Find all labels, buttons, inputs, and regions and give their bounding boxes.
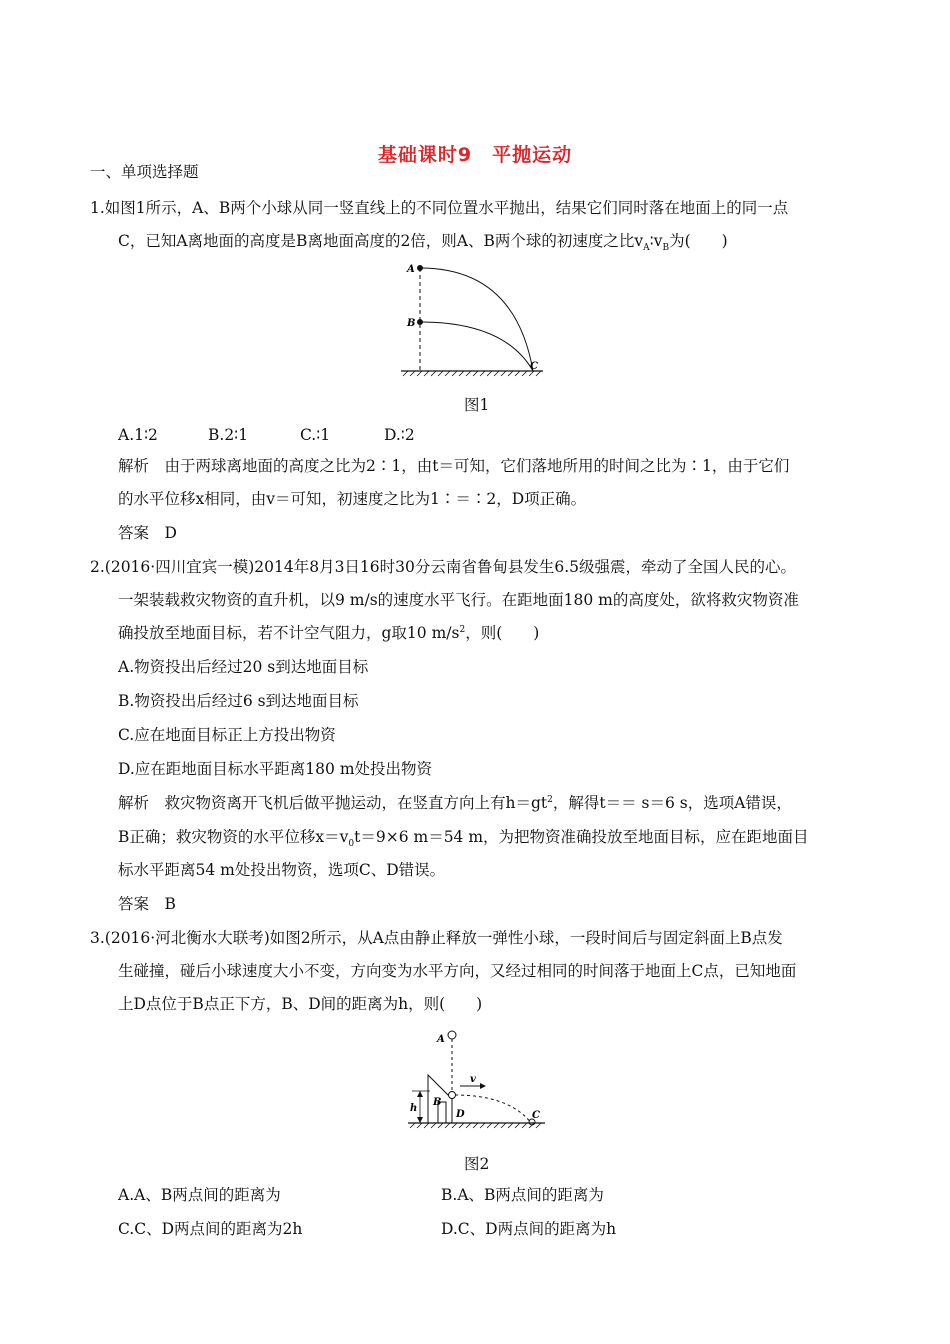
q2-option-b: B.物资投出后经过6 s到达地面目标 bbox=[118, 692, 359, 710]
ball-a bbox=[417, 265, 423, 271]
q3-stem-line-2: 生碰撞，碰后小球速度大小不变，方向变为水平方向，又经过相同的时间落于地面上C点，已知地面 bbox=[118, 962, 797, 980]
q2-stem-line-2: 一架装载救灾物资的直升机，以9 m/s的速度水平飞行。在距地面180 m的高度处，欲将救灾物资准 bbox=[118, 591, 799, 609]
q3-option-d: D.C、D两点间的距离为h bbox=[441, 1220, 617, 1238]
q1-stem-line-1: 1.如图1所示，A、B两个小球从同一竖直线上的不同位置水平抛出，结果它们同时落在地面上的同一点 bbox=[90, 199, 789, 217]
q2-option-c: C.应在地面目标正上方投出物资 bbox=[118, 726, 336, 744]
fig2-label-a: A bbox=[437, 1034, 445, 1045]
q3-stem-line-3: 上D点位于B点正下方，B、D间的距离为h，则( ) bbox=[118, 995, 483, 1013]
trajectory-b bbox=[420, 322, 533, 371]
q2-stem-end: ，则( ) bbox=[465, 624, 540, 642]
figure-1-caption: 图1 bbox=[464, 396, 490, 414]
figure-2-caption: 图2 bbox=[464, 1155, 490, 1173]
q1-analysis-line-1: 解析 由于两球离地面的高度之比为2∶1，由t＝可知，它们落地所用的时间之比为∶1，由于它们 bbox=[118, 457, 790, 475]
q2-analysis-line-2 bbox=[118, 827, 809, 850]
section-heading: 一、单项选择题 bbox=[90, 163, 199, 181]
q1-option-d: D.∶2 bbox=[384, 426, 415, 444]
fig2-label-b: B bbox=[433, 1097, 442, 1108]
figure-2-diagram bbox=[400, 1028, 550, 1138]
q2-analysis-text: 解析 救灾物资离开飞机后做平抛运动，在竖直方向上有h＝gt bbox=[118, 794, 548, 812]
figure-1-diagram bbox=[395, 258, 555, 383]
fig2-label-v: v bbox=[470, 1074, 476, 1085]
q2-superscript: 2 bbox=[459, 624, 466, 635]
q1-subscript-a: A bbox=[643, 243, 650, 254]
q2-analysis-line-1 bbox=[118, 793, 792, 813]
q2-analysis-subscript: 0 bbox=[348, 839, 355, 850]
q2-analysis-text-2-end: t＝9×6 m＝54 m，为把物资准确投放至地面目标，应在距地面目 bbox=[354, 828, 809, 846]
page-title: 基础课时9 平抛运动 bbox=[377, 144, 573, 166]
q3-option-b: B.A、B两点间的距离为 bbox=[441, 1186, 604, 1204]
projectile-path bbox=[455, 1095, 532, 1124]
label-b: B bbox=[407, 318, 416, 329]
q2-stem-line-3 bbox=[118, 623, 539, 643]
height-arrow-up bbox=[417, 1091, 423, 1097]
q3-option-a: A.A、B两点间的距离为 bbox=[118, 1186, 281, 1204]
ground-hatching-2 bbox=[410, 1123, 541, 1128]
q2-answer: 答案 B bbox=[118, 895, 176, 913]
q2-analysis-superscript: 2 bbox=[547, 794, 553, 805]
q1-option-b: B.2∶1 bbox=[208, 426, 249, 444]
q1-stem-end: 为( ) bbox=[669, 232, 728, 250]
q2-analysis-text-end: ，解得t＝＝ s＝6 s，选项A错误， bbox=[552, 794, 792, 812]
q2-option-d: D.应在距地面目标水平距离180 m处投出物资 bbox=[118, 760, 433, 778]
q1-stem-text: C，已知A离地面的高度是B离地面高度的2倍，则A、B两个球的初速度之比v bbox=[118, 232, 644, 250]
q1-analysis-line-2: 的水平位移x相同，由v＝可知，初速度之比为1∶＝∶2，D项正确。 bbox=[118, 490, 587, 508]
q3-stem-line-1: 3.(2016·河北衡水大联考)如图2所示，从A点由静止释放一弹性小球，一段时间后与固定斜面上B点发 bbox=[90, 929, 783, 947]
ground-hatching bbox=[403, 371, 541, 376]
q2-analysis-text-2: B正确；救灾物资的水平位移x＝v bbox=[118, 828, 349, 846]
q1-subscript-b: B bbox=[662, 243, 670, 254]
height-arrow-down bbox=[417, 1117, 423, 1123]
q1-stem-ratio: ∶v bbox=[649, 232, 663, 250]
label-a: A bbox=[407, 264, 415, 275]
q1-option-a: A.1∶2 bbox=[118, 426, 158, 444]
q2-stem-line-1: 2.(2016·四川宜宾一模)2014年8月3日16时30分云南省鲁甸县发生6.5级强震，牵动了全国人民的心。 bbox=[90, 558, 797, 576]
ball-b bbox=[417, 319, 423, 325]
q1-stem-line-2 bbox=[118, 231, 728, 254]
ball-at-a bbox=[448, 1031, 456, 1039]
q1-answer: 答案 D bbox=[118, 524, 177, 542]
label-c: C bbox=[530, 361, 538, 372]
fig2-label-h: h bbox=[410, 1103, 418, 1114]
trajectory-a bbox=[420, 268, 533, 371]
q1-option-c: C.∶1 bbox=[300, 426, 331, 444]
q2-stem-text: 确投放至地面目标，若不计空气阻力，g取10 m/s bbox=[118, 624, 460, 642]
q3-option-c: C.C、D两点间的距离为2h bbox=[118, 1220, 303, 1238]
ball-at-b bbox=[449, 1092, 456, 1099]
velocity-arrowhead bbox=[480, 1083, 486, 1089]
q2-analysis-line-3: 标水平距离54 m处投出物资，选项C、D错误。 bbox=[118, 861, 446, 879]
q2-option-a: A.物资投出后经过20 s到达地面目标 bbox=[118, 658, 369, 676]
fig2-label-d: D bbox=[456, 1109, 465, 1120]
fig2-label-c: C bbox=[532, 1110, 540, 1121]
